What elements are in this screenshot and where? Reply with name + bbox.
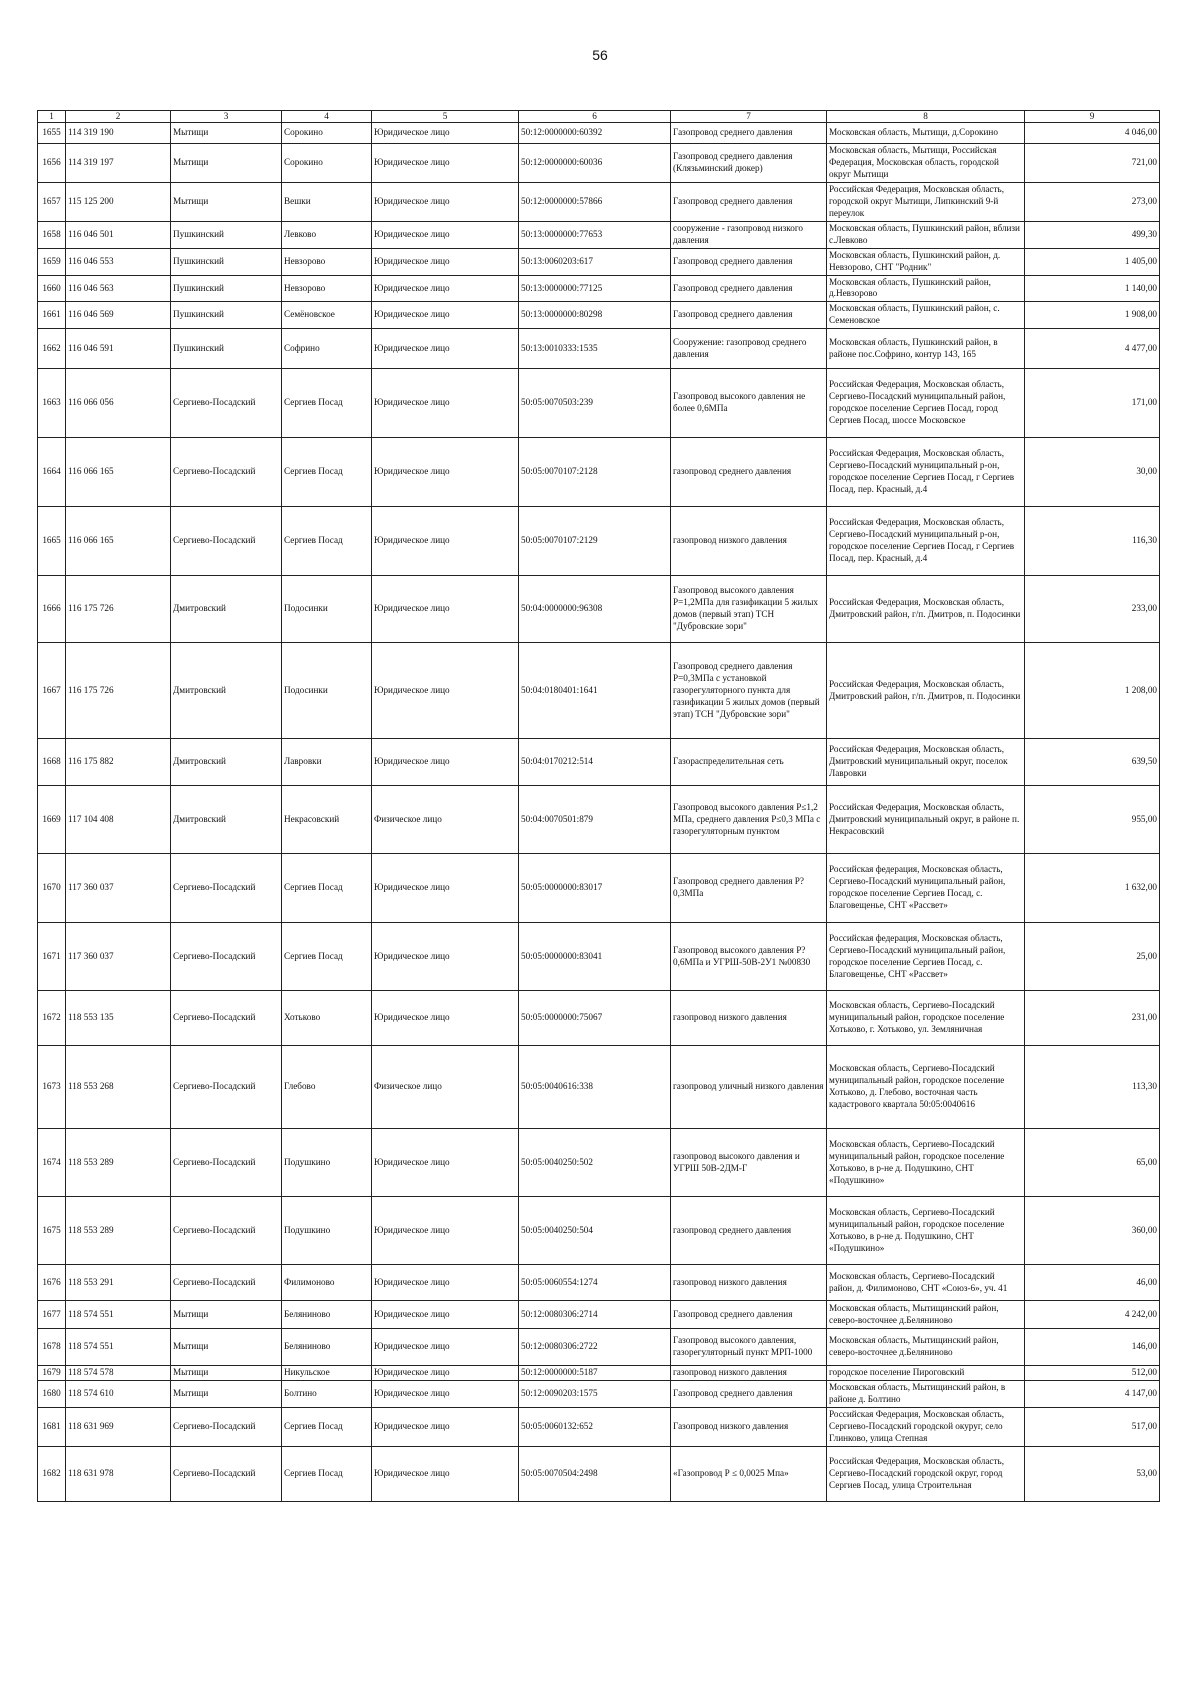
table-row bbox=[38, 786, 1160, 854]
locality-cell: Подосинки bbox=[282, 576, 372, 643]
owner-type-cell: Юридическое лицо bbox=[372, 854, 519, 923]
cadastral-number-cell: 50:13:0000000:77653 bbox=[519, 221, 671, 248]
table-row bbox=[38, 302, 1160, 329]
object-code-cell: 117 360 037 bbox=[66, 854, 171, 923]
locality-cell: Сергиев Посад bbox=[282, 507, 372, 576]
cadastral-number-cell: 50:05:0060554:1274 bbox=[519, 1265, 671, 1301]
address-cell: Московская область, Пушкинский район, в районе пос.Софрино, контур 143, 165 bbox=[827, 329, 1025, 369]
owner-type-cell: Юридическое лицо bbox=[372, 438, 519, 507]
owner-type-cell: Юридическое лицо bbox=[372, 221, 519, 248]
object-code-cell: 118 574 610 bbox=[66, 1381, 171, 1408]
cadastral-number-cell: 50:12:0000000:57866 bbox=[519, 182, 671, 221]
object-description-cell: Газопровод высокого давления Р≤1,2 МПа, среднего давления Р≤0,3 МПа с газорегуляторным пунктом bbox=[671, 786, 827, 854]
locality-cell: Невзорово bbox=[282, 248, 372, 275]
length-value-cell: 25,00 bbox=[1025, 923, 1160, 991]
column-header-1: 1 bbox=[38, 111, 66, 123]
owner-type-cell: Юридическое лицо bbox=[372, 369, 519, 438]
locality-cell: Сорокино bbox=[282, 144, 372, 183]
district-cell: Пушкинский bbox=[171, 302, 282, 329]
locality-cell: Хотьково bbox=[282, 991, 372, 1046]
owner-type-cell: Юридическое лицо bbox=[372, 1129, 519, 1197]
object-code-cell: 118 574 551 bbox=[66, 1329, 171, 1366]
table-row bbox=[38, 1046, 1160, 1129]
object-code-cell: 118 574 551 bbox=[66, 1301, 171, 1329]
object-description-cell: Газопровод высокого давления, газорегуляторный пункт МРП-1000 bbox=[671, 1329, 827, 1366]
length-value-cell: 517,00 bbox=[1025, 1408, 1160, 1447]
table-row bbox=[38, 369, 1160, 438]
object-description-cell: Газопровод среднего давления bbox=[671, 182, 827, 221]
table-row bbox=[38, 1301, 1160, 1329]
address-cell: Московская область, Пушкинский район, д.Невзорово bbox=[827, 275, 1025, 302]
length-value-cell: 1 140,00 bbox=[1025, 275, 1160, 302]
object-code-cell: 116 175 882 bbox=[66, 739, 171, 786]
object-description-cell: Сооружение: газопровод среднего давления bbox=[671, 329, 827, 369]
row-number-cell: 1656 bbox=[38, 144, 66, 183]
table-row bbox=[38, 923, 1160, 991]
address-cell: Российская федерация, Московская область, Сергиево-Посадский муниципальный район, городское поселение Сергиев Посад, с. Благовещенье, СНТ «Рассвет» bbox=[827, 854, 1025, 923]
table-row bbox=[38, 275, 1160, 302]
district-cell: Пушкинский bbox=[171, 329, 282, 369]
address-cell: Российская федерация, Московская область, Сергиево-Посадский муниципальный район, городское поселение Сергиев Посад, с. Благовещенье, СНТ «Рассвет» bbox=[827, 923, 1025, 991]
cadastral-number-cell: 50:05:0060132:652 bbox=[519, 1408, 671, 1447]
address-cell: Московская область, Мытищи, Российская Федерация, Московская область, городской округ Мытищи bbox=[827, 144, 1025, 183]
object-code-cell: 116 046 501 bbox=[66, 221, 171, 248]
row-number-cell: 1662 bbox=[38, 329, 66, 369]
cadastral-number-cell: 50:13:0000000:80298 bbox=[519, 302, 671, 329]
row-number-cell: 1674 bbox=[38, 1129, 66, 1197]
object-code-cell: 118 631 978 bbox=[66, 1447, 171, 1502]
object-code-cell: 118 553 268 bbox=[66, 1046, 171, 1129]
object-description-cell: газопровод среднего давления bbox=[671, 438, 827, 507]
owner-type-cell: Юридическое лицо bbox=[372, 329, 519, 369]
object-description-cell: Газопровод среднего давления bbox=[671, 123, 827, 144]
locality-cell: Сергиев Посад bbox=[282, 438, 372, 507]
district-cell: Дмитровский bbox=[171, 576, 282, 643]
owner-type-cell: Юридическое лицо bbox=[372, 302, 519, 329]
object-description-cell: Газопровод низкого давления bbox=[671, 1408, 827, 1447]
locality-cell: Подосинки bbox=[282, 643, 372, 739]
locality-cell: Филимоново bbox=[282, 1265, 372, 1301]
length-value-cell: 116,30 bbox=[1025, 507, 1160, 576]
locality-cell: Семёновское bbox=[282, 302, 372, 329]
address-cell: Московская область, Сергиево-Посадский муниципальный район, городское поселение Хотьково, г. Хотьково, ул. Земляничная bbox=[827, 991, 1025, 1046]
table-row bbox=[38, 182, 1160, 221]
object-description-cell: Газопровод среднего давления Р=0,3МПа с установкой газорегуляторного пункта для газификации 5 жилых домов (первый этап) ТСН "Дубровские зори" bbox=[671, 643, 827, 739]
row-number-cell: 1671 bbox=[38, 923, 66, 991]
locality-cell: Никульское bbox=[282, 1366, 372, 1381]
object-code-cell: 117 360 037 bbox=[66, 923, 171, 991]
object-description-cell: Газопровод среднего давления bbox=[671, 248, 827, 275]
object-description-cell: Газопровод среднего давления bbox=[671, 1301, 827, 1329]
row-number-cell: 1657 bbox=[38, 182, 66, 221]
district-cell: Пушкинский bbox=[171, 221, 282, 248]
cadastral-number-cell: 50:13:0000000:77125 bbox=[519, 275, 671, 302]
object-description-cell: Газопровод среднего давления (Клязьминский дюкер) bbox=[671, 144, 827, 183]
object-description-cell: Газопровод высокого давления Р=1,2МПа для газификации 5 жилых домов (первый этап) ТСН "Дубровские зори" bbox=[671, 576, 827, 643]
length-value-cell: 113,30 bbox=[1025, 1046, 1160, 1129]
address-cell: Российская Федерация, Московская область, Сергиево-Посадский муниципальный р-он, городское поселение Сергиев Посад, г Сергиев Посад, пер. Красный, д.4 bbox=[827, 507, 1025, 576]
district-cell: Пушкинский bbox=[171, 248, 282, 275]
object-description-cell: газопровод низкого давления bbox=[671, 1366, 827, 1381]
locality-cell: Сергиев Посад bbox=[282, 1408, 372, 1447]
district-cell: Мытищи bbox=[171, 1301, 282, 1329]
length-value-cell: 1 208,00 bbox=[1025, 643, 1160, 739]
row-number-cell: 1675 bbox=[38, 1197, 66, 1265]
length-value-cell: 360,00 bbox=[1025, 1197, 1160, 1265]
length-value-cell: 273,00 bbox=[1025, 182, 1160, 221]
object-code-cell: 118 553 291 bbox=[66, 1265, 171, 1301]
table-row bbox=[38, 1265, 1160, 1301]
length-value-cell: 171,00 bbox=[1025, 369, 1160, 438]
table-row bbox=[38, 248, 1160, 275]
district-cell: Мытищи bbox=[171, 1366, 282, 1381]
district-cell: Сергиево-Посадский bbox=[171, 438, 282, 507]
address-cell: Российская Федерация, Московская область, городской округ Мытищи, Липкинский 9-й переулок bbox=[827, 182, 1025, 221]
column-header-8: 8 bbox=[827, 111, 1025, 123]
table-row bbox=[38, 221, 1160, 248]
address-cell: Российская Федерация, Московская область, Дмитровский муниципальный округ, поселок Лавровки bbox=[827, 739, 1025, 786]
owner-type-cell: Юридическое лицо bbox=[372, 144, 519, 183]
object-description-cell: Газораспределительная сеть bbox=[671, 739, 827, 786]
length-value-cell: 65,00 bbox=[1025, 1129, 1160, 1197]
owner-type-cell: Юридическое лицо bbox=[372, 248, 519, 275]
district-cell: Сергиево-Посадский bbox=[171, 1129, 282, 1197]
cadastral-number-cell: 50:13:0010333:1535 bbox=[519, 329, 671, 369]
district-cell: Пушкинский bbox=[171, 275, 282, 302]
address-cell: Российская Федерация, Московская область, Дмитровский район, г/п. Дмитров, п. Подосинки bbox=[827, 576, 1025, 643]
district-cell: Сергиево-Посадский bbox=[171, 1408, 282, 1447]
address-cell: Московская область, Сергиево-Посадский район, д. Филимоново, СНТ «Союз-6», уч. 41 bbox=[827, 1265, 1025, 1301]
object-code-cell: 118 553 289 bbox=[66, 1197, 171, 1265]
column-header-7: 7 bbox=[671, 111, 827, 123]
table-body bbox=[38, 123, 1160, 1502]
locality-cell: Софрино bbox=[282, 329, 372, 369]
locality-cell: Сергиев Посад bbox=[282, 854, 372, 923]
owner-type-cell: Юридическое лицо bbox=[372, 182, 519, 221]
district-cell: Мытищи bbox=[171, 1329, 282, 1366]
address-cell: Московская область, Сергиево-Посадский муниципальный район, городское поселение Хотьково, в р-не д. Подушкино, СНТ «Подушкино» bbox=[827, 1197, 1025, 1265]
object-description-cell: Газопровод среднего давления bbox=[671, 1381, 827, 1408]
row-number-cell: 1670 bbox=[38, 854, 66, 923]
object-code-cell: 118 553 135 bbox=[66, 991, 171, 1046]
district-cell: Дмитровский bbox=[171, 739, 282, 786]
object-code-cell: 118 574 578 bbox=[66, 1366, 171, 1381]
row-number-cell: 1680 bbox=[38, 1381, 66, 1408]
cadastral-number-cell: 50:05:0070504:2498 bbox=[519, 1447, 671, 1502]
length-value-cell: 721,00 bbox=[1025, 144, 1160, 183]
page-number: 56 bbox=[592, 47, 608, 63]
owner-type-cell: Юридическое лицо bbox=[372, 1329, 519, 1366]
owner-type-cell: Юридическое лицо bbox=[372, 1381, 519, 1408]
owner-type-cell: Юридическое лицо bbox=[372, 1197, 519, 1265]
object-code-cell: 114 319 190 bbox=[66, 123, 171, 144]
locality-cell: Лавровки bbox=[282, 739, 372, 786]
cadastral-number-cell: 50:12:0000000:5187 bbox=[519, 1366, 671, 1381]
cadastral-number-cell: 50:12:0080306:2714 bbox=[519, 1301, 671, 1329]
row-number-cell: 1678 bbox=[38, 1329, 66, 1366]
row-number-cell: 1667 bbox=[38, 643, 66, 739]
locality-cell: Подушкино bbox=[282, 1197, 372, 1265]
locality-cell: Невзорово bbox=[282, 275, 372, 302]
district-cell: Сергиево-Посадский bbox=[171, 1265, 282, 1301]
owner-type-cell: Юридическое лицо bbox=[372, 1366, 519, 1381]
locality-cell: Болтино bbox=[282, 1381, 372, 1408]
address-cell: Российская Федерация, Московская область, Сергиево-Посадский муниципальный р-он, городское поселение Сергиев Посад, г Сергиев Посад, пер. Красный, д.4 bbox=[827, 438, 1025, 507]
length-value-cell: 639,50 bbox=[1025, 739, 1160, 786]
row-number-cell: 1664 bbox=[38, 438, 66, 507]
object-description-cell: Газопровод среднего давления bbox=[671, 275, 827, 302]
address-cell: городское поселение Пироговский bbox=[827, 1366, 1025, 1381]
cadastral-number-cell: 50:04:0180401:1641 bbox=[519, 643, 671, 739]
district-cell: Мытищи bbox=[171, 123, 282, 144]
cadastral-number-cell: 50:12:0000000:60036 bbox=[519, 144, 671, 183]
district-cell: Сергиево-Посадский bbox=[171, 1046, 282, 1129]
table-row bbox=[38, 1408, 1160, 1447]
address-cell: Московская область, Сергиево-Посадский муниципальный район, городское поселение Хотьково, д. Глебово, восточная часть кадастрового квартала 50:05:0040616 bbox=[827, 1046, 1025, 1129]
owner-type-cell: Юридическое лицо bbox=[372, 739, 519, 786]
district-cell: Дмитровский bbox=[171, 786, 282, 854]
cadastral-number-cell: 50:04:0000000:96308 bbox=[519, 576, 671, 643]
table-row bbox=[38, 576, 1160, 643]
row-number-cell: 1676 bbox=[38, 1265, 66, 1301]
district-cell: Сергиево-Посадский bbox=[171, 369, 282, 438]
object-code-cell: 116 175 726 bbox=[66, 643, 171, 739]
row-number-cell: 1672 bbox=[38, 991, 66, 1046]
object-code-cell: 116 046 569 bbox=[66, 302, 171, 329]
length-value-cell: 4 477,00 bbox=[1025, 329, 1160, 369]
column-header-9: 9 bbox=[1025, 111, 1160, 123]
object-code-cell: 116 046 563 bbox=[66, 275, 171, 302]
row-number-cell: 1679 bbox=[38, 1366, 66, 1381]
length-value-cell: 499,30 bbox=[1025, 221, 1160, 248]
object-code-cell: 118 553 289 bbox=[66, 1129, 171, 1197]
owner-type-cell: Юридическое лицо bbox=[372, 1301, 519, 1329]
table-header bbox=[38, 111, 1160, 123]
column-header-5: 5 bbox=[372, 111, 519, 123]
cadastral-number-cell: 50:05:0070503:239 bbox=[519, 369, 671, 438]
address-cell: Московская область, Сергиево-Посадский муниципальный район, городское поселение Хотьково, в р-не д. Подушкино, СНТ «Подушкино» bbox=[827, 1129, 1025, 1197]
district-cell: Сергиево-Посадский bbox=[171, 1447, 282, 1502]
cadastral-number-cell: 50:04:0170212:514 bbox=[519, 739, 671, 786]
address-cell: Российская Федерация, Московская область, Дмитровский район, г/п. Дмитров, п. Подосинки bbox=[827, 643, 1025, 739]
locality-cell: Беляниново bbox=[282, 1301, 372, 1329]
length-value-cell: 1 908,00 bbox=[1025, 302, 1160, 329]
district-cell: Сергиево-Посадский bbox=[171, 854, 282, 923]
table-row bbox=[38, 1197, 1160, 1265]
table-row bbox=[38, 1366, 1160, 1381]
cadastral-number-cell: 50:05:0040616:338 bbox=[519, 1046, 671, 1129]
length-value-cell: 146,00 bbox=[1025, 1329, 1160, 1366]
object-description-cell: газопровод низкого давления bbox=[671, 507, 827, 576]
district-cell: Дмитровский bbox=[171, 643, 282, 739]
row-number-cell: 1681 bbox=[38, 1408, 66, 1447]
row-number-cell: 1669 bbox=[38, 786, 66, 854]
cadastral-number-cell: 50:05:0040250:502 bbox=[519, 1129, 671, 1197]
address-cell: Российская Федерация, Московская область, Сергиево-Посадский городской округ, город Сергиев Посад, улица Строительная bbox=[827, 1447, 1025, 1502]
object-code-cell: 116 066 165 bbox=[66, 438, 171, 507]
length-value-cell: 4 242,00 bbox=[1025, 1301, 1160, 1329]
column-header-2: 2 bbox=[66, 111, 171, 123]
district-cell: Сергиево-Посадский bbox=[171, 991, 282, 1046]
object-code-cell: 116 175 726 bbox=[66, 576, 171, 643]
address-cell: Российская Федерация, Московская область, Сергиево-Посадский городской окуруг, село Глинково, улица Степная bbox=[827, 1408, 1025, 1447]
gas-pipeline-registry-table bbox=[37, 110, 1160, 1502]
locality-cell: Глебово bbox=[282, 1046, 372, 1129]
owner-type-cell: Юридическое лицо bbox=[372, 1447, 519, 1502]
address-cell: Московская область, Мытищинский район, в районе д. Болтино bbox=[827, 1381, 1025, 1408]
owner-type-cell: Юридическое лицо bbox=[372, 643, 519, 739]
table-row bbox=[38, 144, 1160, 183]
table-row bbox=[38, 1129, 1160, 1197]
length-value-cell: 46,00 bbox=[1025, 1265, 1160, 1301]
locality-cell: Сергиев Посад bbox=[282, 923, 372, 991]
column-header-3: 3 bbox=[171, 111, 282, 123]
cadastral-number-cell: 50:12:0000000:60392 bbox=[519, 123, 671, 144]
address-cell: Московская область, Мытищи, д.Сорокино bbox=[827, 123, 1025, 144]
length-value-cell: 955,00 bbox=[1025, 786, 1160, 854]
length-value-cell: 4 046,00 bbox=[1025, 123, 1160, 144]
cadastral-number-cell: 50:05:0040250:504 bbox=[519, 1197, 671, 1265]
owner-type-cell: Юридическое лицо bbox=[372, 507, 519, 576]
table-row bbox=[38, 1447, 1160, 1502]
locality-cell: Сергиев Посад bbox=[282, 369, 372, 438]
length-value-cell: 1 632,00 bbox=[1025, 854, 1160, 923]
cadastral-number-cell: 50:04:0070501:879 bbox=[519, 786, 671, 854]
district-cell: Сергиево-Посадский bbox=[171, 923, 282, 991]
length-value-cell: 233,00 bbox=[1025, 576, 1160, 643]
address-cell: Российская Федерация, Московская область, Сергиево-Посадский муниципальный район, городское поселение Сергиев Посад, город Сергиев Посад, шоссе Московское bbox=[827, 369, 1025, 438]
district-cell: Мытищи bbox=[171, 1381, 282, 1408]
object-code-cell: 116 046 553 bbox=[66, 248, 171, 275]
address-cell: Московская область, Пушкинский район, с. Семеновское bbox=[827, 302, 1025, 329]
locality-cell: Сергиев Посад bbox=[282, 1447, 372, 1502]
row-number-cell: 1665 bbox=[38, 507, 66, 576]
address-cell: Московская область, Пушкинский район, вблизи с.Левково bbox=[827, 221, 1025, 248]
row-number-cell: 1677 bbox=[38, 1301, 66, 1329]
table-row bbox=[38, 507, 1160, 576]
address-cell: Московская область, Пушкинский район, д. Невзорово, СНТ "Родник" bbox=[827, 248, 1025, 275]
column-number-row bbox=[38, 111, 1160, 123]
district-cell: Мытищи bbox=[171, 182, 282, 221]
length-value-cell: 53,00 bbox=[1025, 1447, 1160, 1502]
address-cell: Московская область, Мытищинский район, северо-восточнее д.Беляниново bbox=[827, 1329, 1025, 1366]
length-value-cell: 4 147,00 bbox=[1025, 1381, 1160, 1408]
length-value-cell: 231,00 bbox=[1025, 991, 1160, 1046]
locality-cell: Подушкино bbox=[282, 1129, 372, 1197]
owner-type-cell: Юридическое лицо bbox=[372, 123, 519, 144]
cadastral-number-cell: 50:05:0070107:2129 bbox=[519, 507, 671, 576]
cadastral-number-cell: 50:05:0070107:2128 bbox=[519, 438, 671, 507]
length-value-cell: 512,00 bbox=[1025, 1366, 1160, 1381]
district-cell: Сергиево-Посадский bbox=[171, 507, 282, 576]
district-cell: Сергиево-Посадский bbox=[171, 1197, 282, 1265]
row-number-cell: 1682 bbox=[38, 1447, 66, 1502]
object-code-cell: 115 125 200 bbox=[66, 182, 171, 221]
owner-type-cell: Юридическое лицо bbox=[372, 991, 519, 1046]
table-row bbox=[38, 739, 1160, 786]
object-description-cell: Газопровод высокого давления не более 0,6МПа bbox=[671, 369, 827, 438]
address-cell: Российская Федерация, Московская область, Дмитровский муниципальный округ, в районе п. Некрасовский bbox=[827, 786, 1025, 854]
owner-type-cell: Физическое лицо bbox=[372, 786, 519, 854]
table-row bbox=[38, 1329, 1160, 1366]
object-code-cell: 117 104 408 bbox=[66, 786, 171, 854]
row-number-cell: 1660 bbox=[38, 275, 66, 302]
cadastral-number-cell: 50:05:0000000:83041 bbox=[519, 923, 671, 991]
object-description-cell: Газопровод среднего давления bbox=[671, 302, 827, 329]
column-header-4: 4 bbox=[282, 111, 372, 123]
table-row bbox=[38, 1381, 1160, 1408]
row-number-cell: 1668 bbox=[38, 739, 66, 786]
row-number-cell: 1666 bbox=[38, 576, 66, 643]
cadastral-number-cell: 50:13:0060203:617 bbox=[519, 248, 671, 275]
cadastral-number-cell: 50:12:0080306:2722 bbox=[519, 1329, 671, 1366]
locality-cell: Беляниново bbox=[282, 1329, 372, 1366]
object-description-cell: газопровод среднего давления bbox=[671, 1197, 827, 1265]
row-number-cell: 1659 bbox=[38, 248, 66, 275]
object-description-cell: «Газопровод Р ≤ 0,0025 Мпа» bbox=[671, 1447, 827, 1502]
object-description-cell: Газопровод высокого давления Р?0,6МПа и УГРШ-50В-2У1 №00830 bbox=[671, 923, 827, 991]
owner-type-cell: Юридическое лицо bbox=[372, 1265, 519, 1301]
district-cell: Мытищи bbox=[171, 144, 282, 183]
owner-type-cell: Юридическое лицо bbox=[372, 275, 519, 302]
table-row bbox=[38, 438, 1160, 507]
locality-cell: Левково bbox=[282, 221, 372, 248]
cadastral-number-cell: 50:05:0000000:75067 bbox=[519, 991, 671, 1046]
row-number-cell: 1655 bbox=[38, 123, 66, 144]
row-number-cell: 1663 bbox=[38, 369, 66, 438]
address-cell: Московская область, Мытищинский район, северо-восточнее д.Беляниново bbox=[827, 1301, 1025, 1329]
locality-cell: Вешки bbox=[282, 182, 372, 221]
object-description-cell: газопровод низкого давления bbox=[671, 991, 827, 1046]
object-description-cell: газопровод уличный низкого давления bbox=[671, 1046, 827, 1129]
owner-type-cell: Физическое лицо bbox=[372, 1046, 519, 1129]
object-code-cell: 116 066 165 bbox=[66, 507, 171, 576]
cadastral-number-cell: 50:05:0000000:83017 bbox=[519, 854, 671, 923]
table-row bbox=[38, 854, 1160, 923]
row-number-cell: 1661 bbox=[38, 302, 66, 329]
column-header-6: 6 bbox=[519, 111, 671, 123]
table-row bbox=[38, 329, 1160, 369]
owner-type-cell: Юридическое лицо bbox=[372, 576, 519, 643]
owner-type-cell: Юридическое лицо bbox=[372, 1408, 519, 1447]
row-number-cell: 1673 bbox=[38, 1046, 66, 1129]
table-row bbox=[38, 643, 1160, 739]
length-value-cell: 1 405,00 bbox=[1025, 248, 1160, 275]
locality-cell: Некрасовский bbox=[282, 786, 372, 854]
object-code-cell: 118 631 969 bbox=[66, 1408, 171, 1447]
object-description-cell: газопровод высокого давления и УГРШ 50В-2ДМ-Г bbox=[671, 1129, 827, 1197]
row-number-cell: 1658 bbox=[38, 221, 66, 248]
cadastral-number-cell: 50:12:0090203:1575 bbox=[519, 1381, 671, 1408]
locality-cell: Сорокино bbox=[282, 123, 372, 144]
length-value-cell: 30,00 bbox=[1025, 438, 1160, 507]
object-code-cell: 114 319 197 bbox=[66, 144, 171, 183]
object-code-cell: 116 046 591 bbox=[66, 329, 171, 369]
object-description-cell: сооружение - газопровод низкого давления bbox=[671, 221, 827, 248]
object-description-cell: газопровод низкого давления bbox=[671, 1265, 827, 1301]
object-description-cell: Газопровод среднего давления Р?0,3МПа bbox=[671, 854, 827, 923]
table-row bbox=[38, 991, 1160, 1046]
table-row bbox=[38, 123, 1160, 144]
owner-type-cell: Юридическое лицо bbox=[372, 923, 519, 991]
object-code-cell: 116 066 056 bbox=[66, 369, 171, 438]
